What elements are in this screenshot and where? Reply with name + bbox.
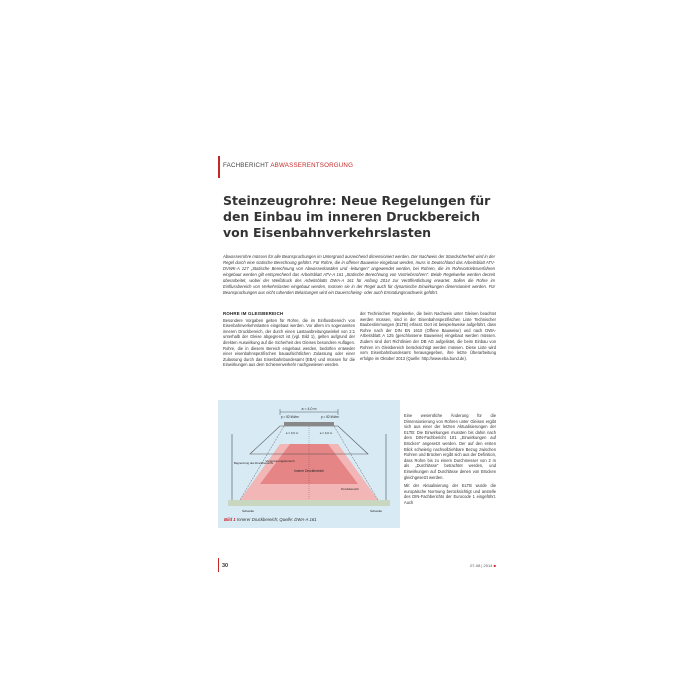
right-column [360,311,496,364]
label-zone-center: Innerer Druckbereich [294,469,324,473]
label-width-top: a = 4,0 m [301,407,317,411]
body-text: Besondere Vorgaben gelten für Rohre, die im Einflussbereich von Eisenbahnverkehrslasten eingebaut werden. Vor allem im sogenannten inneren Druckbereich, der durch einen Lastausbreitungswinkel von 2:1 unterhalb der Gleise abgegrenzt ist (vgl. Bild 1), gelten aufgrund der direkten Auswirkung auf die Sicherheit des Gleises besondere Auflagen. Rohre, die in diesem Bereich eingebaut werden, bedürfen entweder einer eisenbahnspezifischen bauaufsichtlichen Zulassung oder einer Zulassung durch das Eisenbahnbundesamt (EBA) und müssen für die Einwirkungen aus dem Schienenverkehr nachgewiesen werden. [223,317,355,368]
left-column [223,311,355,371]
right-column-narrow [404,413,496,509]
rubric-rule [218,156,220,178]
pressure-zone-diagram [220,404,398,516]
magazine-page [218,148,500,578]
label-load-right: p = 52 kN/m² [320,415,340,419]
ground-layer [228,500,390,506]
page-bar [218,558,219,572]
body-text: der Technischen Regelwerke, die beim Nachweis unter Gleisen beachtet werden müssen, sind in der Eisenbahnspezifischen Liste Technischer Baubestimmungen (ELTB) erfasst. Dort ist beispielsweise aufgeführt, dass Rohre nach der DIN EN 1610 (Offene Bauweise) und nach DWA-Arbeitsblatt A 125 (geschlossene Bauweise) eingebaut werden müssen. Zudem sind dort Richtlinien der DB AG aufgelistet, die beim Einbau von Rohren im Gleisbereich berücksichtigt werden müssen. Diese Liste wird vom Eisenbahnbundesamt herausgegeben, ihre letzte Überarbeitung erfolgte im Oktober 2013 (Quelle: http://www.eba.bund.de). [360,311,496,361]
label-load-left: p = 52 kN/m² [280,415,300,419]
article-title [223,193,495,241]
label-dim-b: a = 3,0 m [319,431,333,435]
publisher-mark-icon: ■ [493,563,496,568]
rubric-section: ABWASSERENTSORGUNG [270,162,354,169]
title-line: Steinzeugrohre: Neue Regelungen für [223,193,491,208]
caption-text: Innerer Druckbereich; Quelle: DWA-A 161 [236,517,317,522]
body-text: Mit der Aktualisierung der ELTB wurde die europäische Normung berücksichtigt und anstelle des DIN-Fachberichts der Eurocode 1 eingeführt. Auch [404,483,496,505]
body-text: Eine wesentliche Änderung für die Dimensionierung von Rohren unter Gleisen ergibt sich aus einer der letzten Aktualisierungen der ELTB: Die Einwirkungen mussten bis dahin nach dem DIN-Fachbericht 101 „Einwirkungen auf Brücken“ angesetzt werden. Der auf den ersten Blick schwierig nachvollziehbare Bezug zwischen Rohren und Brücken ergibt sich aus der Definition, dass Rohre bis zu einem Durchmesser von 2 m als „Durchlässe“ betrachtet werden, und Einwirkungen auf Durchlässe denen von Brücken gleichgesetzt werden. [404,413,496,480]
lead-paragraph: Abwasserrohre müssen für alle Beanspruchungen im Untergrund ausreichend dimensioniert werden. Der Nachweis der Standsicherheit wird in der Regel durch eine statische Berechnung geführt. Für Rohre, die in offener Bauweise eingebaut werden, muss in Deutschland das Arbeitsblatt ATV-DVWK-A 127 „Statische Berechnung von Abwasserkanälen und -leitungen“ angewendet werden, bei Rohren, die im Rohrvortriebsverfahren eingebaut werden gilt entsprechend das Arbeitsblatt ATV-A 161 „Statische Berechnung von Vortriebsrohren“. Beide Regelwerke werden derzeit überarbeitet, wobei der Weißdruck des Arbeitsblatts DWA-A 161 für Anfang 2014 zur Veröffentlichung erwartet. Sollen die Rohre im Einflussbereich von Verkehrslasten eingebaut werden, müssen sie in der Regel auch für dynamische Einwirkungen dimensioniert werden. Für Beanspruchungen aus nicht ruhenden Belastungen wird ein Dauerschwing- oder auch Ermüdungsnachweis geführt. [223,254,495,295]
label-base-right: Schwelle [370,509,383,513]
publication-info [470,563,496,568]
track-slab [284,422,334,426]
caption-label: Bild 1 [224,517,236,522]
label-dim-a: a = 3,0 m [285,431,299,435]
label-edge-left: Begrenzung des Druckbereichs [234,461,274,465]
label-base-left: Schwelle [242,509,255,513]
issue-label: 07-08 | 2014 [470,563,493,568]
page-number: 30 [222,563,229,569]
section-heading: ROHRE IM GLEISBEREICH [223,311,284,316]
rubric-category: FACHBERICHT [223,162,269,169]
title-line: von Eisenbahnverkehrslasten [223,225,432,240]
figure-caption [224,517,317,522]
rubric [223,162,353,169]
figure-pressure-zone [218,400,400,528]
title-line: den Einbau im inneren Druckbereich [223,209,480,224]
label-zone-left: Vorspannungsbereich [265,459,295,463]
label-zone-right: Druckbereich [341,487,359,491]
